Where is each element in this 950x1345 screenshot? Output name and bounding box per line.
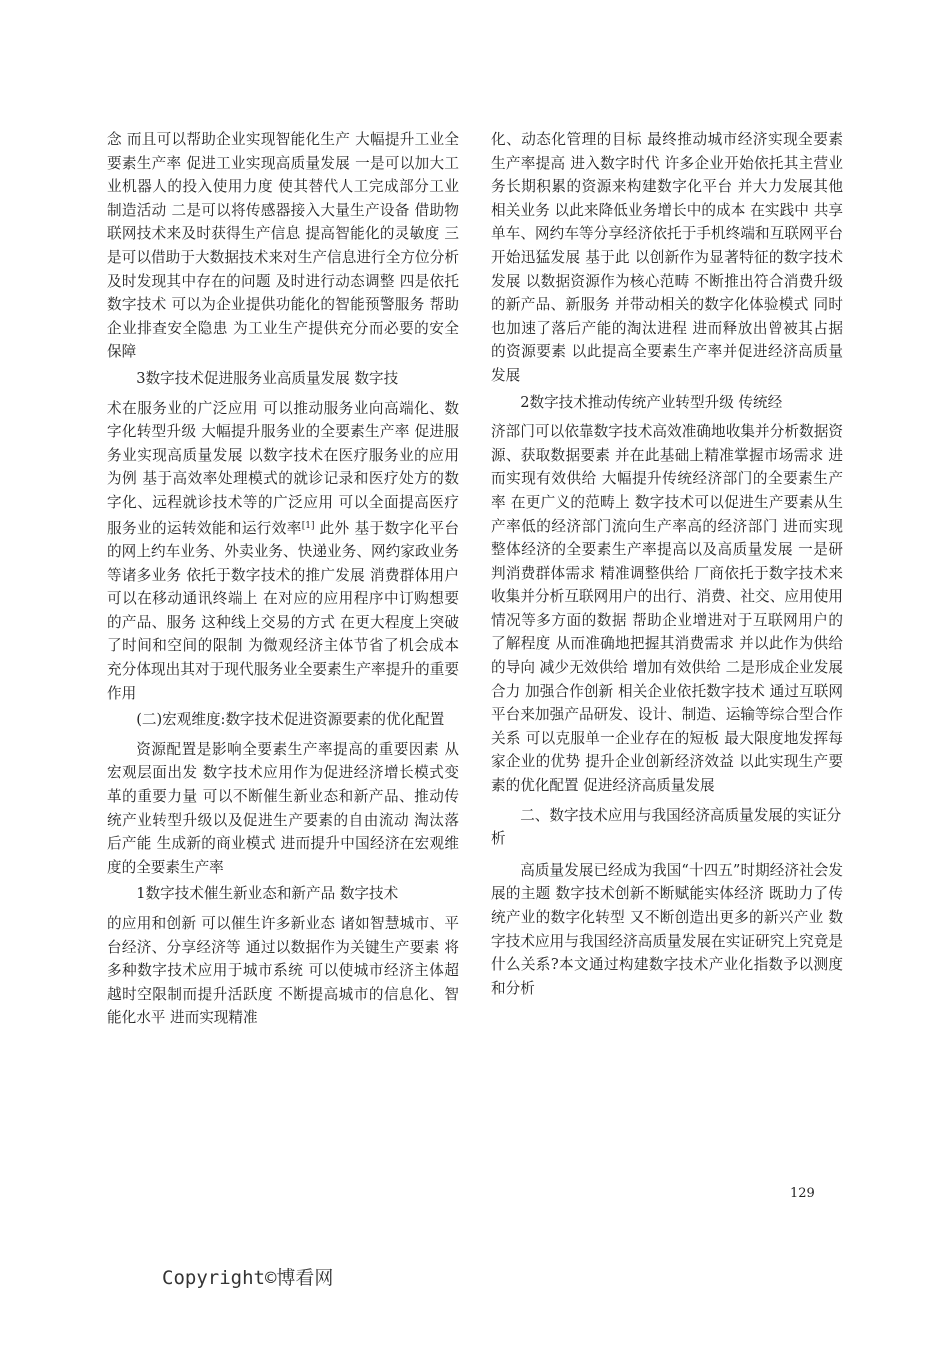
copyright-notice: Copyright©博看网 xyxy=(162,1267,334,1289)
paragraph: 济部门可以依靠数字技术高效准确地收集并分析数据资源、获取数据要素 并在此基础上精准掌握市场需求 进而实现有效供给 大幅提升传统经济部门的全要素生产率 在更广义的范畴上 数字技术可以促进生产要素从生产率低的经济部门流向生产率高的经济部门 进而实现整体经济的全要素生产率提高以及高质量发展 一是研判消费群体需求 精准调整供给 厂商依托于数字技术来收集并分析互联网用户的出行、消费、社交、应用使用情况等多方面的数据 帮助企业增进对于互联网用户的了解程度 从而准确地把握其消费需求 并以此作为供给的导向 减少无效供给 增加有效供给 二是形成企业发展合力 加强合作创新 相关企业依托数字技术 通过互联网平台来加强产品研发、设计、制造、运输等综合型合作关系 可以克服单一企业存在的短板 最大限度地发挥每家企业的优势 提升企业创新经济效益 以此实现生产要素的优化配置 促进经济高质量发展 xyxy=(491,423,843,795)
citation: [1] xyxy=(301,520,315,531)
subheading-traditional-industry: 2数字技术推动传统产业转型升级 传统经 xyxy=(520,393,783,411)
paragraph: 高质量发展已经成为我国“十四五”时期经济社会发展的主题 数字技术创新不断赋能实体经济 既助力了传统产业的数字化转型 又不断创造出更多的新兴产业 数字技术应用与我国经济高质量发展在实证研究上究竟是什么关系?本文通过构建数字技术产业化指数予以测度和分析 xyxy=(491,861,843,997)
paragraph-text: 此外 基于数字化平台的网上约车业务、外卖业务、快递业务、网约家政业务等诸多业务 依托于数字技术的推广发展 消费群体用户可以在移动通讯终端上 在对应的应用程序中订购想要的产品、服务 这种线上交易的方式 在更大程度上突破了时间和空间的限制 为微观经济主体节省了机会成本 充分体现出其对于现代服务业全要素生产率提升的重要作用 xyxy=(107,519,459,702)
paragraph: 的应用和创新 可以催生许多新业态 诸如智慧城市、平台经济、分享经济等 通过以数据作为关键生产要素 将多种数字技术应用于城市系统 可以使城市经济主体超越时空限制而提升活跃度 不断提高城市的信息化、智能化水平 进而实现精准 xyxy=(107,915,459,1027)
paragraph xyxy=(107,397,459,706)
paragraph: 化、动态化管理的目标 最终推动城市经济实现全要素生产率提高 进入数字时代 许多企业开始依托其主营业务长期积累的资源来构建数字化平台 并大力发展其他相关业务 以此来降低业务增长中的成本 在实践中 共享单车、网约车等分享经济依托于手机终端和互联网平台 开始迅猛发展 基于此 以创新作为显著特征的数字技术发展 以数据资源作为核心范畴 不断推出符合消费升级的新产品、新服务 并带动相关的数字化体验模式 同时也加速了落后产能的淘汰进程 进而释放出曾被其占据的资源要素 以此提高全要素生产率并促进经济高质量发展 xyxy=(491,131,843,384)
section-title-empirical-analysis: 二、数字技术应用与我国经济高质量发展的实证分析 xyxy=(491,806,842,848)
subheading-macro-dimension: (二)宏观维度:数字技术促进资源要素的优化配置 xyxy=(136,711,445,729)
page-number: 129 xyxy=(790,1186,815,1201)
paragraph-text: 术在服务业的广泛应用 可以推动服务业向高端化、数字化转型升级 大幅提升服务业的全要素生产率 促进服务业实现高质量发展 以数字技术在医疗服务业的应用为例 基于高效率处理模式的就诊记录和医疗处方的数字化、远程就诊技术等的广泛应用 可以全面提高医疗服务业的运转效能和运行效率 xyxy=(107,399,459,537)
subheading-service-industry: 3数字技术促进服务业高质量发展 数字技 xyxy=(136,369,399,387)
left-column xyxy=(107,128,459,1030)
paragraph: 念 而且可以帮助企业实现智能化生产 大幅提升工业全要素生产率 促进工业实现高质量发展 一是可以加大工业机器人的投入使用力度 使其替代人工完成部分工业制造活动 二是可以将传感器接入大量生产设备 借助物联网技术来及时获得生产信息 提高智能化的灵敏度 三是可以借助于大数据技术来对生产信息进行全方位分析 及时发现其中存在的问题 及时进行动态调整 四是依托数字技术 可以为企业提供功能化的智能预警服务 帮助企业排查安全隐患 为工业生产提供充分而必要的安全保障 xyxy=(107,131,459,361)
right-column xyxy=(491,128,843,1000)
subheading-new-business: 1数字技术催生新业态和新产品 数字技术 xyxy=(136,885,399,903)
paragraph: 资源配置是影响全要素生产率提高的重要因素 从宏观层面出发 数字技术应用作为促进经济增长模式变革的重要力量 可以不断催生新业态和新产品、推动传统产业转型升级以及促进生产要素的自由流动 淘汰落后产能 生成新的商业模式 进而提升中国经济在宏观维度的全要素生产率 xyxy=(107,740,459,876)
